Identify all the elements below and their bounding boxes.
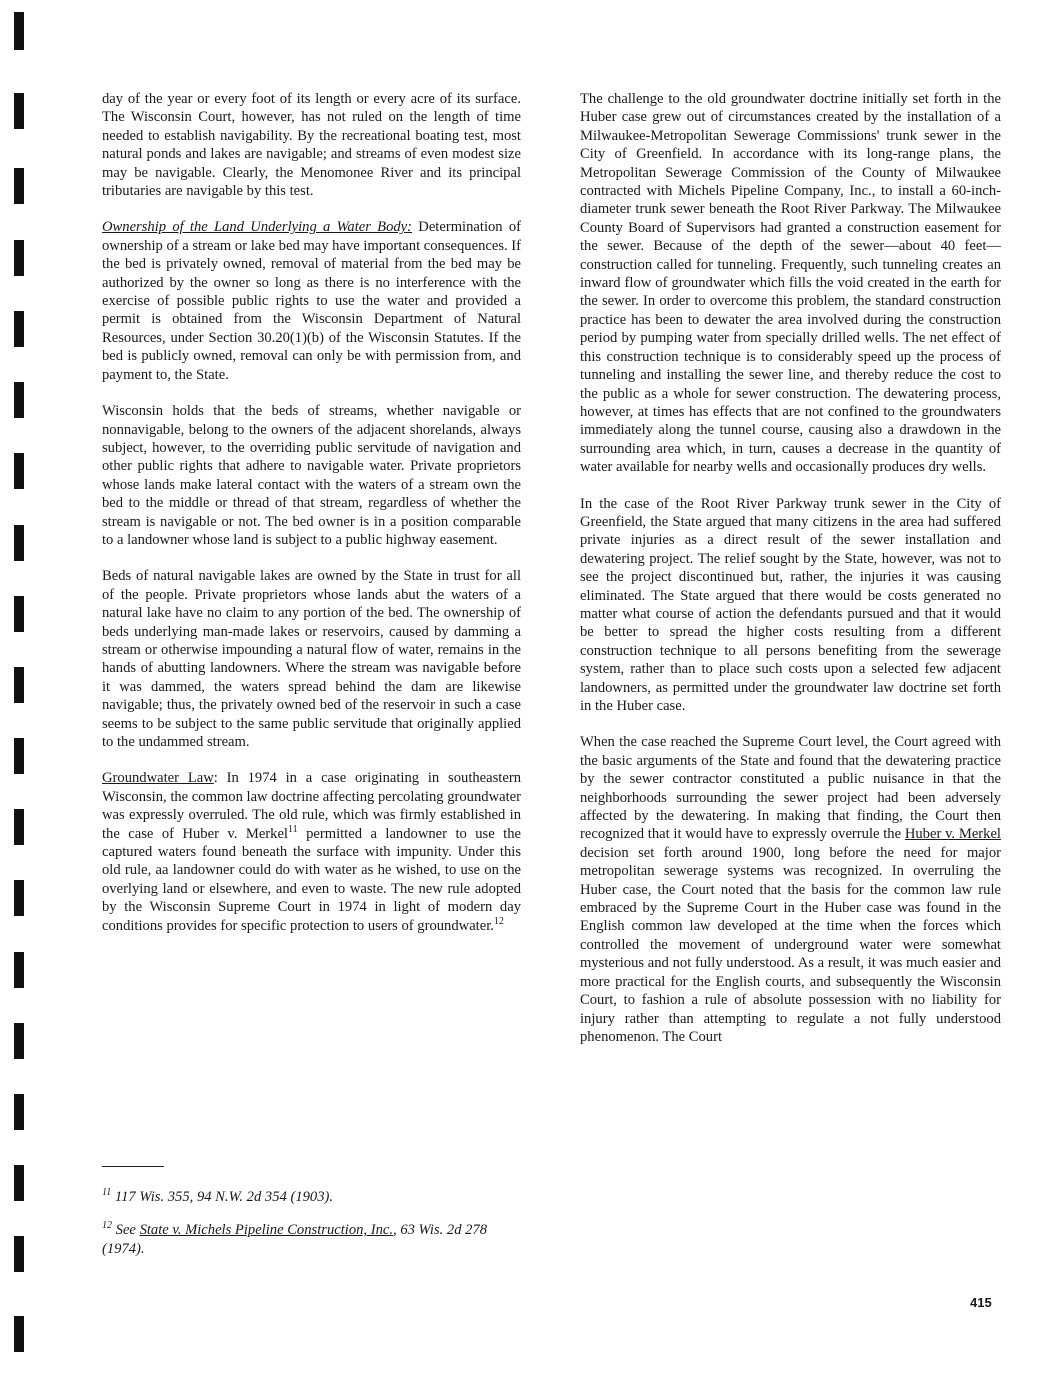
paragraph: day of the year or every foot of its length or every acre of its surface. The Wisconsin Court, however, has not ruled on the length of time needed to establish navigability. By the recreational boating test, most natural ponds and lakes are navigable; and streams of even modest size may be navigable. Clearly, the Menomonee River and its principal tributaries are navigable by this test. [102, 91, 521, 200]
margin-mark [14, 738, 24, 774]
footnote-number: 12 [102, 1220, 112, 1232]
margin-mark [14, 809, 24, 845]
paragraph-text: : In 1974 in a case originating in southeastern Wisconsin, the common law doctrine affecting percolating groundwater was expressly overruled. The old rule, which was firmly established in the case of Huber v. Merkel [102, 770, 521, 842]
margin-mark [14, 1316, 24, 1352]
margin-mark [14, 525, 24, 561]
paragraph: The challenge to the old groundwater doctrine initially set forth in the Huber case grew out of circumstances created by the installation of a Milwaukee-Metropolitan Sewerage Commissions' trunk sewer in the City of Greenfield. In accordance with its long-range plans, the Metropolitan Sewerage Commission of the County of Milwaukee contracted with Michels Pipeline Company, Inc., to install a 60-inch-diameter trunk sewer beneath the Root River Parkway. The Milwaukee County Board of Supervisors had granted a construction easement for the sewer. Because of the depth of the sewer—about 40 feet—construction called for tunneling. Frequently, such tunneling creates an inward flow of groundwater which fills the void created in the earth for the sewer. In order to overcome this problem, the standard construction practice has been to dewater the area involved during the construction period by pumping water from specially drilled wells. The net effect of this construction technique is to considerably speed up the process of tunneling and installing the sewer line, and thereby reduce the cost to the public as a whole for sewer construction. The dewatering process, however, at times has effects that are not confined to the groundwaters immediately along the tunnel course, causing also a drawdown in the surrounding area which, in turn, causes a decrease in the quantity of water available for nearby wells and occasionally produces dry wells. [580, 91, 1001, 476]
paragraph-text: decision set forth around 1900, long before the need for major metropolitan sewerage systems was recognized. In overruling the Huber case, the Court noted that the basis for the common law rule embraced by the Supreme Court in the Huber case was found in the English common law developed at the time when the forces which controlled the movement of underground water were somewhat mysterious and not fully understood. As a result, it was much easier and more practical for the English courts, and subsequently the Wisconsin Court, to fashion a rule of absolute possession with no liability for injury rather than attempting to regulate a not fully understood phenomenon. The Court [580, 844, 1001, 1045]
margin-mark [14, 311, 24, 347]
margin-mark [14, 1023, 24, 1059]
margin-mark [14, 168, 24, 204]
case-citation: State v. Michels Pipeline Construction, Inc. [139, 1222, 394, 1239]
margin-mark [14, 880, 24, 916]
margin-mark [14, 12, 24, 50]
footnote-ref[interactable]: 12 [493, 915, 504, 927]
margin-mark [14, 952, 24, 988]
margin-marks [14, 0, 28, 1379]
margin-mark [14, 667, 24, 703]
case-citation: Huber v. Merkel [904, 826, 1001, 843]
paragraph: In the case of the Root River Parkway trunk sewer in the City of Greenfield, the State argued that many citizens in the area had suffered private injuries as a direct result of the sewer installation and dewatering project. The relief sought by the State, however, was not to see the project discontinued but, rather, the injuries it was causing eliminated. The State argued that there would be costs generated no matter what course of action the defendants pursued and that it would be better to spread the higher costs resulting from a different construction technique to all persons benefiting from the sewerage system, rather than to place such costs upon a selected few adjacent landowners, as permitted under the groundwater law doctrine set forth in the Huber case. [580, 495, 1001, 714]
footnotes [102, 1188, 532, 1273]
margin-mark [14, 596, 24, 632]
paragraph-text: When the case reached the Supreme Court level, the Court agreed with the basic arguments of the State and found that the dewatering practice by the sewer contractor constituted a public nuisance in that the neighborhoods surrounding the sewer project had been adversely affected by the dewatering. In making that finding, the Court then recognized that it would have to expressly overrule the [580, 734, 1001, 843]
paragraph: Beds of natural navigable lakes are owned by the State in trust for all of the people. Private proprietors whose lands abut the waters of a natural lake have no claim to any portion of the bed. The ownership of beds underlying man-made lakes or reservoirs, caused by damming a stream or otherwise impounding a natural flow of water, remains in the hands of abutting landowners. Where the stream was navigable before it was dammed, the waters spread behind the dam are likewise navigable; thus, the privately owned bed of the reservoir in such a case seems to be subject to the same public servitude that originally applied to the undammed stream. [102, 568, 521, 750]
margin-mark [14, 1165, 24, 1201]
paragraph [102, 769, 521, 935]
margin-mark [14, 240, 24, 276]
paragraph-text: permitted a landowner to use the captured waters found beneath the surface with impunity. Under this old rule, aa landowner could do with water as he wished, to use on the overlying land or elsewhere, and even to waste. The new rule adopted by the Wisconsin Supreme Court in 1974 in light of modern day conditions provides for specific protection to users of groundwater. [102, 825, 521, 934]
paragraph: Wisconsin holds that the beds of streams, whether navigable or nonnavigable, belong to the owners of the adjacent shorelands, always subject, however, to the overriding public servitude of navigation and other public rights that adhere to navigable water. Private proprietors whose lands make lateral contact with the waters of a stream own the bed to the middle or thread of that stream, regardless of whether the stream is navigable or not. The bed owner is in a position comparable to a landowner whose land is subject to a public highway easement. [102, 403, 521, 548]
footnote [102, 1221, 532, 1258]
right-column [580, 90, 1001, 1064]
margin-mark [14, 1094, 24, 1130]
margin-mark [14, 382, 24, 418]
footnote-text: 117 Wis. 355, 94 N.W. 2d 354 (1903). [111, 1189, 334, 1205]
footnote-rule [102, 1166, 164, 1167]
footnote-text: See [112, 1222, 140, 1239]
margin-mark [14, 93, 24, 129]
footnote [102, 1188, 532, 1206]
section-heading: Ownership of the Land Underlying a Water Body: [102, 219, 413, 236]
margin-mark [14, 453, 24, 489]
left-column [102, 90, 521, 953]
paragraph [580, 733, 1001, 1046]
page-number: 415 [970, 1295, 992, 1310]
footnote-number: 11 [102, 1187, 112, 1199]
footnote-ref[interactable]: 11 [287, 823, 298, 835]
footnote-text: , 63 Wis. 2d 278 (1974). [102, 1222, 488, 1257]
paragraph [102, 218, 521, 384]
margin-mark [14, 1236, 24, 1272]
section-heading: Groundwater Law [102, 770, 214, 787]
paragraph-text: Determination of ownership of a stream or lake bed may have important consequences. If the bed is privately owned, removal of material from the bed may be authorized by the owner so long as there is no interference with the exercise of possible public rights to use the water and provided a permit is obtained from the Wisconsin Department of Natural Resources, under Section 30.20(1)(b) of the Wisconsin Statutes. If the bed is publicly owned, removal can only be with permission from, and payment to, the State. [102, 219, 522, 383]
